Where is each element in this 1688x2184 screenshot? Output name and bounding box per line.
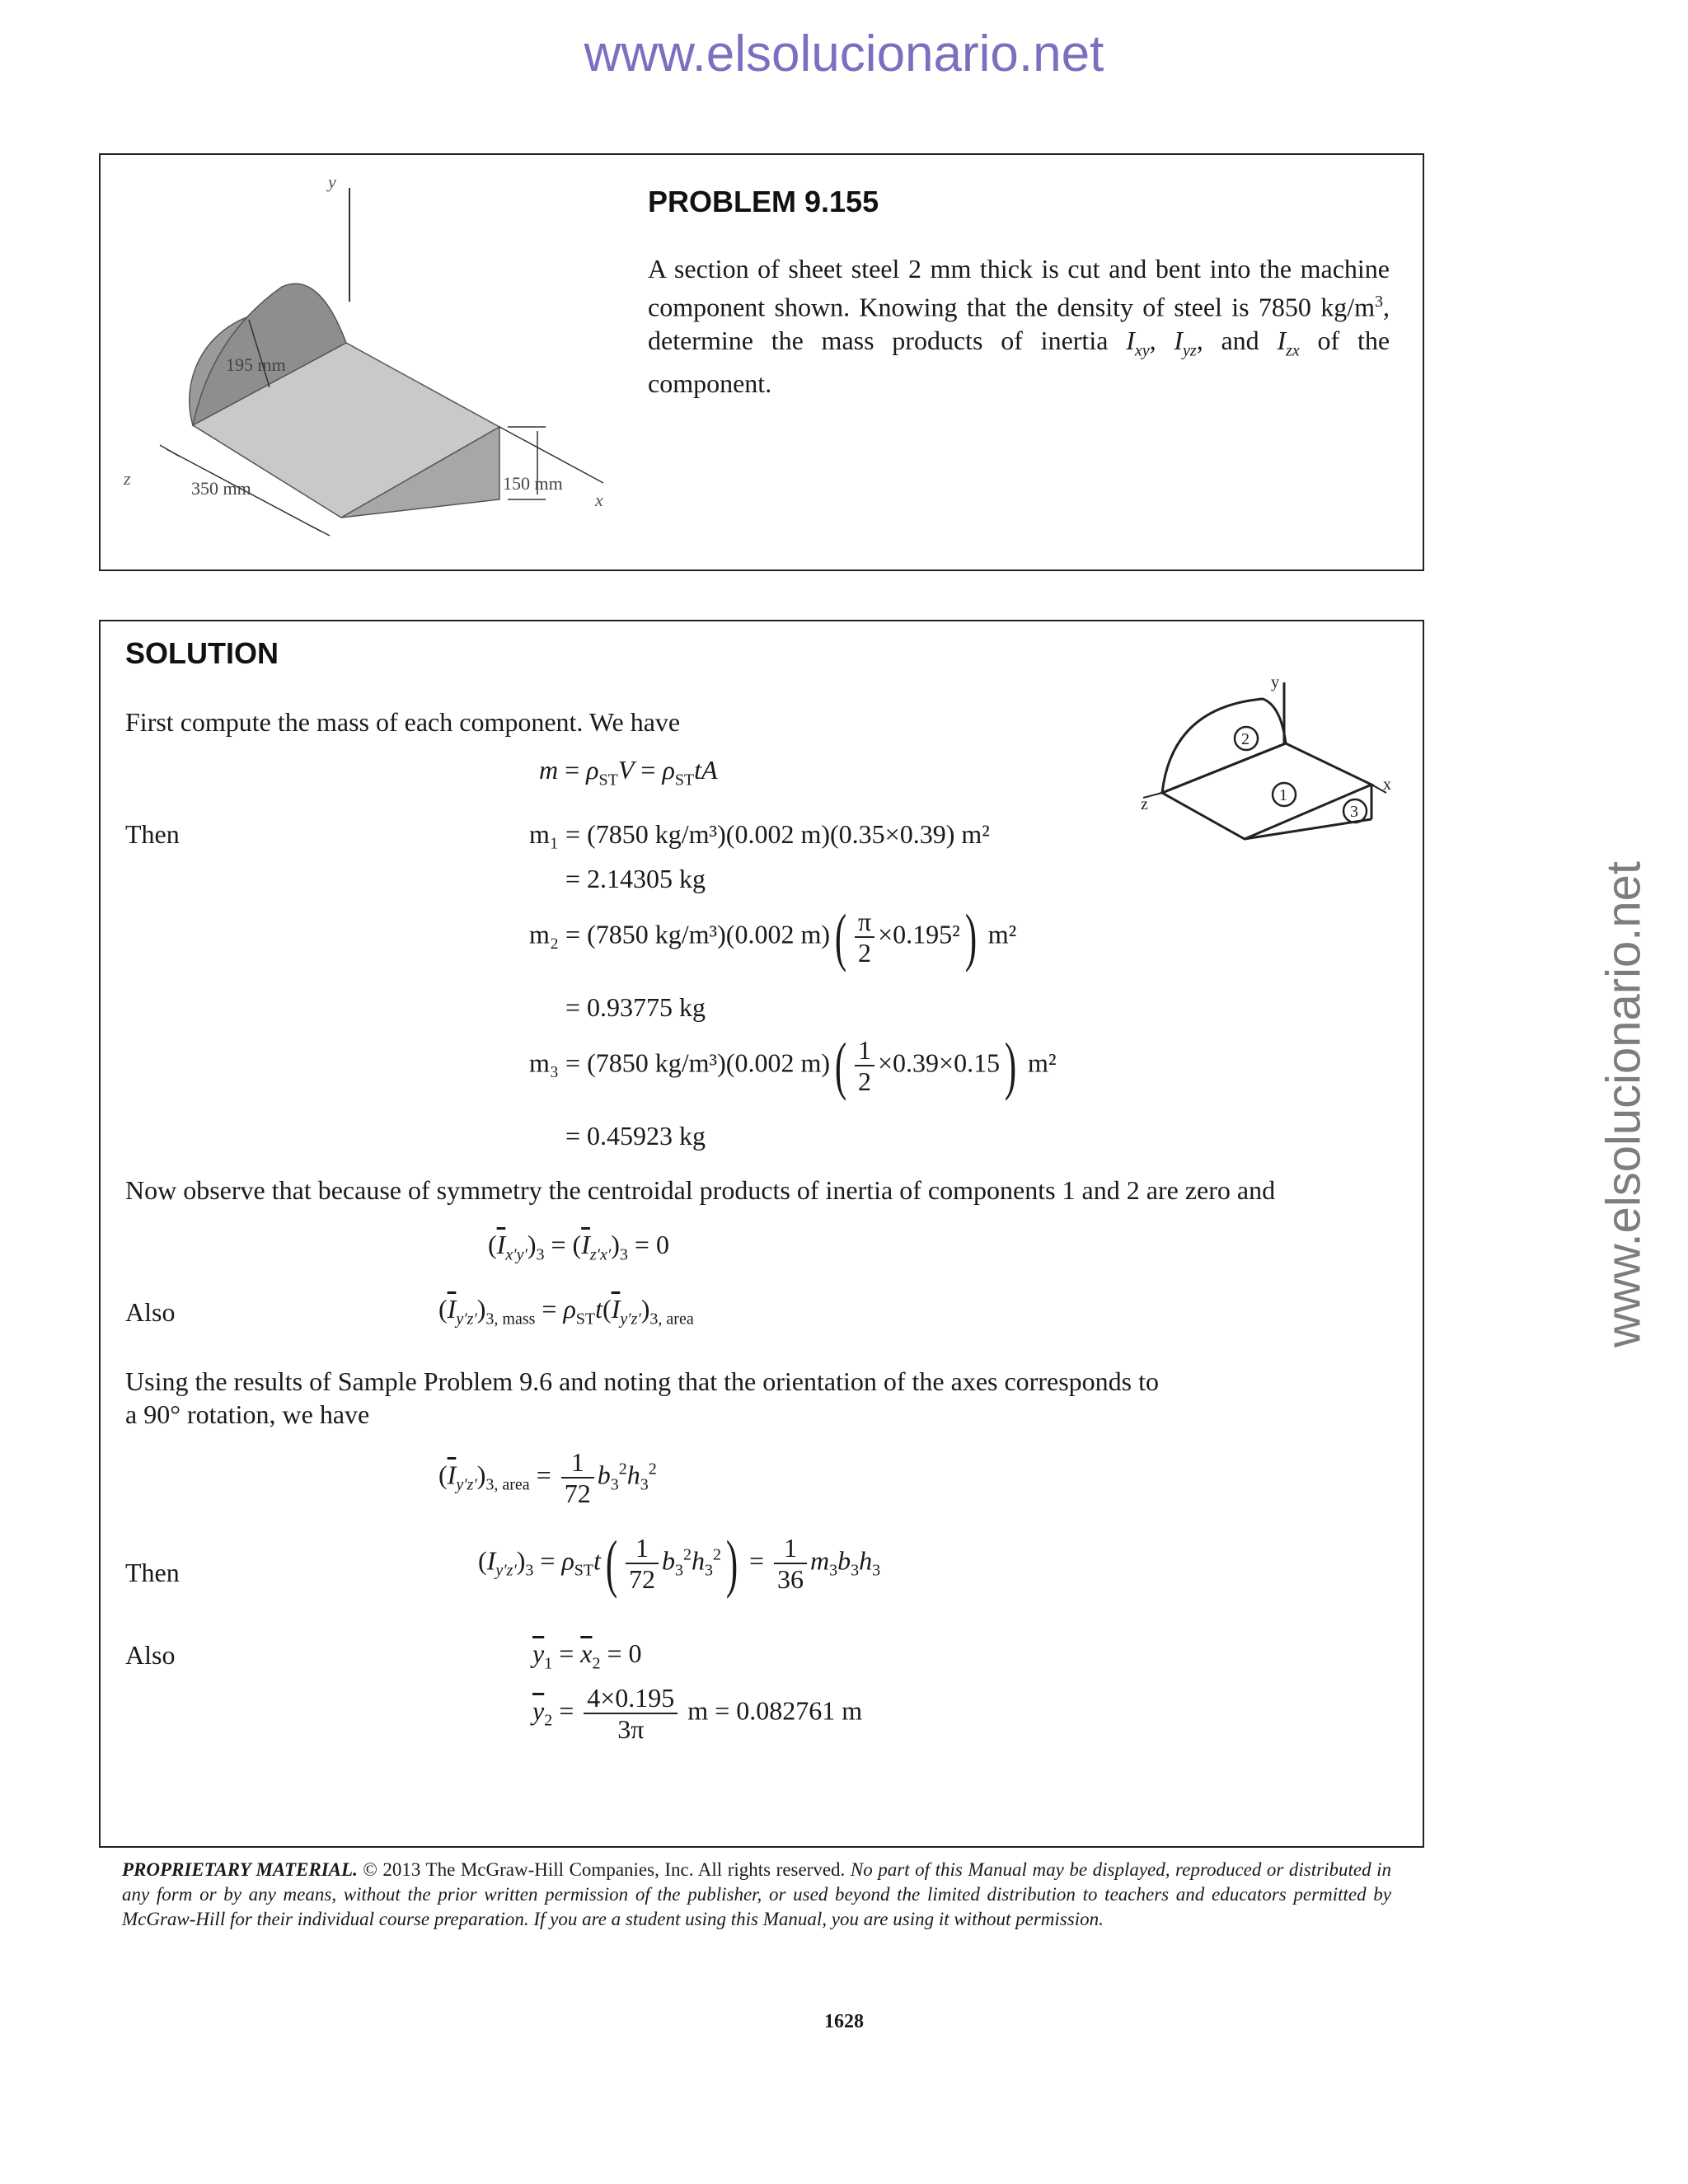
svg-text:y: y <box>1271 674 1279 691</box>
mass-area-relation: $(\overline{I}_{y'z'})_{3, mass} = \rho_{ST}t(\overline{I}_{y'z'})_{3, area}$ <box>438 1294 694 1329</box>
watermark-top: www.elsolucionario.net <box>584 26 1104 82</box>
m2-result: = 0.93775 kg <box>565 992 706 1022</box>
centroidal-zero-equation: $(\overline{I}_{x'y'})_3 = (\overline{I}_{z'x'})_3 = 0$ <box>488 1230 669 1264</box>
centroid-zero-equation: $\overline{y}_1 = \overline{x}_2 = 0$ <box>532 1638 642 1673</box>
z-axis-label: z <box>124 468 131 489</box>
solution-box <box>99 620 1424 1848</box>
y-axis-label: y <box>328 171 336 192</box>
m1-equation: m₁ = (7850 kg/m³)(0.002 m)(0.35×0.39) m² <box>529 819 990 849</box>
m3-equation: m₃ = (7850 kg/m³)(0.002 m)( $\frac{1}{2}$ ×0.39×0.15) m² <box>529 1029 1057 1101</box>
also-label-1: Also <box>125 1297 176 1327</box>
also-label-2: Also <box>125 1640 176 1670</box>
sketch-label-2: 2 <box>1241 730 1250 748</box>
radius-dimension: 195 mm <box>226 354 286 375</box>
intro-text: First compute the mass of each component. We have <box>125 707 681 737</box>
y2-centroid-equation: $\overline{y}_2$ = $\frac{4\times 0.195}{3\pi}$ m = 0.082761 m <box>532 1683 863 1744</box>
area-product-equation: $(\overline{I}_{y'z'})_{3, area}$ = $\frac{1}{72}$ $b_3^2h_3^2$ <box>438 1447 657 1508</box>
height-dimension: 150 mm <box>503 473 563 494</box>
m3-result: = 0.45923 kg <box>565 1121 706 1151</box>
x-axis-label: x <box>595 490 603 510</box>
svg-text:x: x <box>1383 776 1391 794</box>
problem-title: PROBLEM 9.155 <box>648 185 879 218</box>
problem-box <box>99 153 1424 571</box>
m2-equation: m₂ = (7850 kg/m³)(0.002 m)( $\frac{\pi}{2}$ ×0.195²) m² <box>529 901 1017 972</box>
mass-product-equation: $(I_{y'z'})_3 = \rho_{ST}t$( $\frac{1}{72}$ $b_3^2h_3^2$) = $\frac{1}{36}$ $m_3b_3h_3$ <box>478 1527 881 1599</box>
then-label-1: Then <box>125 819 180 849</box>
m1-result: = 2.14305 kg <box>565 864 706 893</box>
problem-figure <box>101 155 628 567</box>
sketch-label-1: 1 <box>1279 786 1287 804</box>
svg-text:z: z <box>1141 795 1148 813</box>
length-dimension: 350 mm <box>191 478 251 499</box>
sketch-label-3: 3 <box>1350 803 1358 821</box>
then-label-2: Then <box>125 1558 180 1587</box>
symmetry-text: Now observe that because of symmetry the centroidal products of inertia of components 1 and 2 are zero and <box>125 1175 1276 1205</box>
watermark-side-text: www.elsolucionario.net <box>1597 861 1651 1347</box>
solution-sketch <box>1139 674 1411 864</box>
mass-density-equation: $m = \rho_{ST}V = \rho_{ST}tA$ <box>539 755 718 790</box>
solution-title: SOLUTION <box>125 636 279 670</box>
page-number: 1628 <box>824 2011 864 2032</box>
proprietary-footer: PROPRIETARY MATERIAL. © 2013 The McGraw-Hill Companies, Inc. All rights reserved. No part of this Manual may be displayed, reproduced or distributed in any form or by any means, without the prior written permission of the publisher, or used beyond the limited distribution to teachers and educators permitted by McGraw-Hill for their individual course preparation. If you are a student using this Manual, you are using it without permission. <box>122 1859 1392 1929</box>
problem-statement: A section of sheet steel 2 mm thick is cut and bent into the machine component shown. Knowing that the density of steel is 7850 $kg/m^3$, determine the mass products of inertia $I_{xy}$, $I_{yz}$, and $I_{zx}$ of the component. <box>648 254 1390 399</box>
sample-problem-text-2: a 90° rotation, we have <box>125 1399 370 1429</box>
sample-problem-text-1: Using the results of Sample Problem 9.6 and noting that the orientation of the axes corresponds to <box>125 1366 1159 1396</box>
